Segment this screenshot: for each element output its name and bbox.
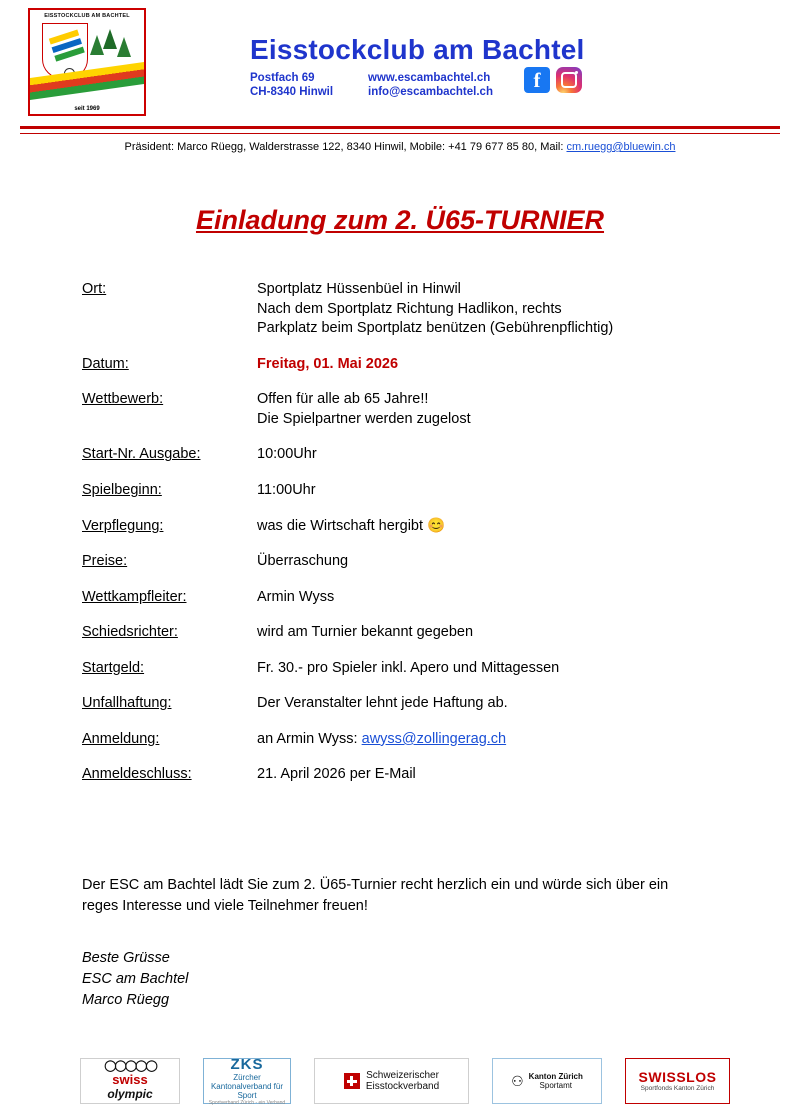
detail-value-line: Sportplatz Hüssenbüel in Hinwil [257, 281, 461, 297]
detail-value: Freitag, 01. Mai 2026 [257, 355, 399, 372]
detail-value-line: Die Spielpartner werden zugelost [257, 410, 471, 427]
signature-line: Beste Grüsse [82, 950, 170, 966]
detail-label: Ort: [82, 281, 107, 297]
address-line-1: Postfach 69 [250, 72, 315, 84]
sponsor-line-2: Eisstockverband [365, 1081, 440, 1092]
detail-row-datum [82, 355, 722, 375]
detail-value: Überraschung [257, 553, 349, 570]
detail-label: Datum: [82, 355, 129, 372]
sponsor-line-1: swiss [112, 1071, 148, 1087]
detail-label: Start-Nr. Ausgabe: [82, 446, 201, 463]
club-logo [28, 8, 146, 116]
sponsor-swiss-olympic [80, 1058, 180, 1104]
detail-row-unfallhaftung [82, 694, 722, 714]
web-contact-block [368, 71, 518, 100]
sponsor-line-2: Zürcher Kantonalverband für Sport [210, 1072, 284, 1101]
detail-row-preise [82, 552, 722, 572]
sponsor-kanton-zuerich [492, 1058, 602, 1104]
detail-value: 21. April 2026 per E-Mail [257, 766, 416, 783]
address-line-2: CH-8340 Hinwil [250, 86, 334, 99]
detail-value-line: Offen für alle ab 65 Jahre!! [257, 391, 429, 408]
sponsor-swisslos [625, 1058, 730, 1104]
detail-row-startnummer [82, 445, 722, 465]
zurich-emblem-icon: ⚇ [511, 1072, 524, 1089]
detail-label: Verpflegung: [82, 517, 164, 534]
detail-label: Wettbewerb: [82, 391, 164, 408]
detail-value [257, 280, 722, 339]
header-title-block [250, 34, 680, 100]
detail-value: Armin Wyss [257, 588, 335, 605]
detail-value: 11:00Uhr [257, 481, 316, 498]
page-header [0, 0, 800, 120]
sponsor-eisstockverband [314, 1058, 469, 1104]
president-text: Präsident: Marco Rüegg, Walderstrasse 122, 8340 Hinwil, Mobile: +41 79 677 85 80, Mail: [124, 141, 567, 153]
divider-thin [20, 133, 780, 134]
page-title: Einladung zum 2. Ü65-TURNIER [195, 205, 605, 235]
sponsor-line-2: olympic [107, 1086, 153, 1101]
email-text: info@escambachtel.ch [368, 86, 493, 99]
website-text: www.escambachtel.ch [368, 72, 491, 84]
detail-row-spielbeginn [82, 481, 722, 501]
sponsor-line-2: Sportfonds Kanton Zürich [640, 1085, 715, 1093]
registration-email-link[interactable]: awyss@zollingerag.ch [361, 730, 507, 747]
sponsor-line-1: SWISSLOS [638, 1069, 717, 1086]
signature-line: ESC am Bachtel [82, 971, 189, 988]
detail-row-wettbewerb [82, 390, 722, 429]
olympic-rings-icon: ◯◯◯◯◯ [104, 1060, 156, 1073]
detail-value [257, 390, 722, 429]
detail-value: Der Veranstalter lehnt jede Haftung ab. [257, 695, 508, 712]
detail-value: 10:00Uhr [257, 446, 317, 463]
divider-thick [20, 126, 780, 129]
invitation-paragraph: Der ESC am Bachtel lädt Sie zum 2. Ü65-Turnier recht herzlich ein und würde sich über ein reges Interesse und viele Teilnehmer freuen! [82, 877, 669, 915]
detail-row-startgeld [82, 659, 722, 679]
detail-value [257, 730, 722, 750]
details-list [82, 280, 722, 801]
tree-icon [90, 35, 104, 55]
sponsor-logos [80, 1055, 730, 1106]
detail-row-schiedsrichter [82, 623, 722, 643]
president-line [0, 141, 800, 153]
address-block [250, 71, 368, 100]
signature-block [82, 948, 188, 1011]
detail-label: Anmeldeschluss: [82, 766, 192, 783]
sponsor-line-1: ZKS [230, 1055, 264, 1073]
detail-value-text: an Armin Wyss: [257, 730, 362, 747]
swiss-cross-icon [344, 1073, 360, 1089]
detail-value: was die Wirtschaft hergibt 😊 [257, 517, 446, 534]
detail-label: Spielbeginn: [82, 481, 162, 498]
sponsor-line-2: Sportamt [539, 1081, 573, 1090]
detail-row-verpflegung [82, 517, 722, 537]
detail-row-ort [82, 280, 722, 339]
tree-icon [103, 29, 117, 49]
detail-row-anmeldeschluss [82, 765, 722, 785]
detail-label: Startgeld: [82, 659, 145, 676]
tree-icon [117, 37, 131, 57]
detail-label: Schiedsrichter: [82, 624, 178, 641]
detail-label: Unfallhaftung: [82, 695, 172, 712]
detail-row-wettkampfleiter [82, 588, 722, 608]
detail-row-anmeldung [82, 730, 722, 750]
logo-top-text: EISSTOCKCLUB AM BACHTEL [44, 13, 130, 19]
detail-value: wird am Turnier bekannt gegeben [257, 624, 474, 641]
detail-label: Wettkampfleiter: [82, 588, 187, 605]
sponsor-line-3: Sportverband Zürich - ein Verband [208, 1099, 286, 1106]
facebook-icon[interactable]: f [524, 67, 550, 93]
contact-row [250, 68, 680, 100]
signature-line: Marco Rüegg [82, 992, 170, 1009]
detail-value-line: Parkplatz beim Sportplatz benützen (Gebührenpflichtig) [257, 320, 614, 337]
sponsor-line-1: Schweizerischer [366, 1069, 439, 1081]
social-links[interactable] [524, 67, 582, 93]
detail-value-line: Nach dem Sportplatz Richtung Hadlikon, rechts [257, 300, 562, 317]
sponsor-zks [203, 1055, 291, 1106]
club-name: Eisstockclub am Bachtel [250, 34, 585, 65]
detail-label: Anmeldung: [82, 730, 160, 747]
detail-value: Fr. 30.- pro Spieler inkl. Apero und Mittagessen [257, 659, 560, 676]
detail-label: Preise: [82, 553, 128, 570]
logo-bottom-text: seit 1969 [74, 106, 100, 112]
president-email-link[interactable]: cm.ruegg@bluewin.ch [566, 141, 676, 153]
sponsor-line-1: Kanton Zürich [528, 1071, 583, 1081]
logo-trees-icon [88, 25, 134, 65]
instagram-icon[interactable] [556, 67, 582, 93]
